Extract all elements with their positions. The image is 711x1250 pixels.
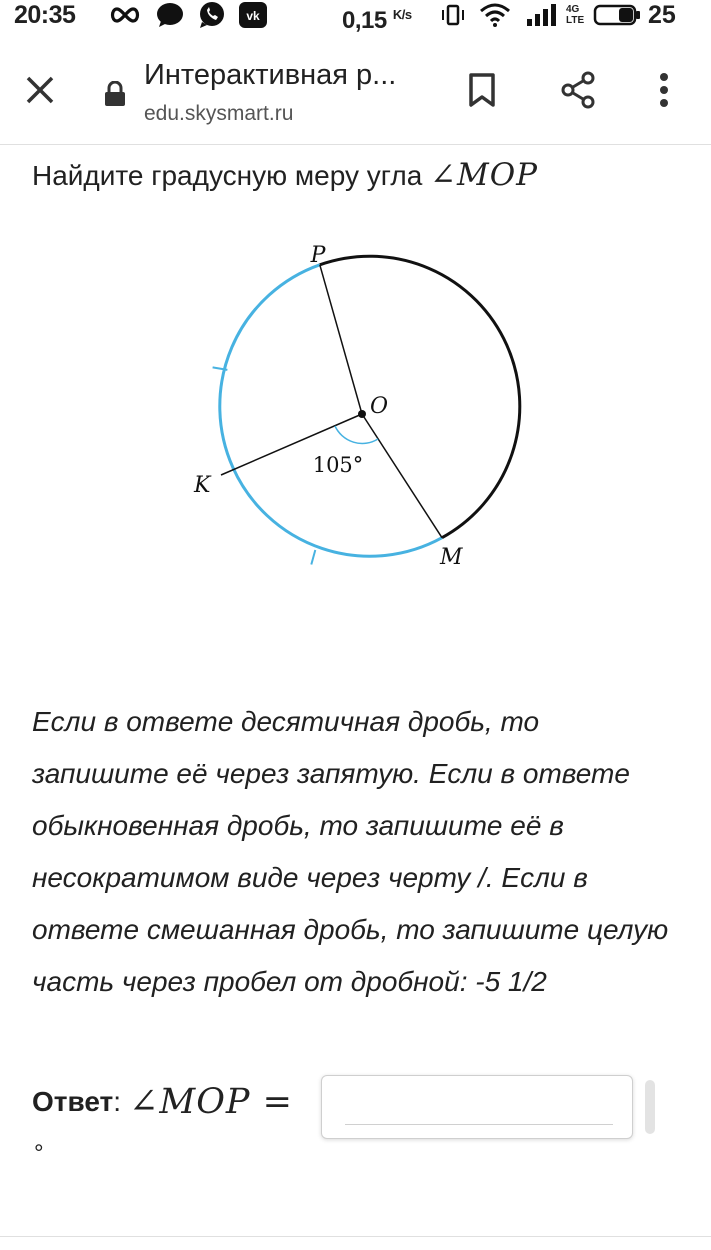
share-button[interactable] <box>552 66 604 118</box>
message-icon <box>154 0 186 30</box>
tick-mark-2 <box>311 550 315 565</box>
close-icon <box>25 75 55 110</box>
divider <box>0 1236 711 1237</box>
wifi-icon <box>478 0 512 30</box>
answer-underline <box>345 1124 613 1125</box>
status-time: 20:35 <box>14 1 76 29</box>
degree-unit: ° <box>34 1140 44 1167</box>
close-button[interactable] <box>14 66 66 118</box>
instructions-text: Если в ответе десятичная дробь, то запишите её через запятую. Если в ответе обыкновенная дробь, то запишите её в несократимом виде через черту /. Если в ответе смешанная дробь, то запишите целую часть через пробел от дробной: -5 1/2 <box>32 706 669 997</box>
battery-icon <box>592 0 642 30</box>
label-p: P <box>310 243 326 268</box>
question-angle: ∠MOP <box>430 157 539 193</box>
label-m: M <box>440 545 463 570</box>
more-button[interactable] <box>642 66 686 118</box>
center-point <box>358 410 366 418</box>
network-type: 4G LTE <box>566 4 585 26</box>
svg-text:vk: vk <box>246 9 260 23</box>
share-icon <box>559 71 597 114</box>
bookmark-icon <box>468 72 496 113</box>
lock-icon <box>100 79 130 109</box>
answer-expression: ∠MOP = <box>129 1082 293 1122</box>
arc-pm <box>320 256 520 537</box>
label-o: O <box>370 394 389 419</box>
answer-colon: : <box>113 1086 122 1117</box>
vk-icon <box>238 0 268 30</box>
page-title[interactable]: Интерактивная р... <box>144 59 397 91</box>
more-vert-icon <box>659 72 669 113</box>
label-k: K <box>194 473 211 498</box>
answer-row <box>32 1072 293 1132</box>
angle-label: 105° <box>312 453 364 477</box>
infinity-icon <box>108 0 142 30</box>
geometry-figure <box>180 230 540 590</box>
page-url[interactable]: edu.skysmart.ru <box>144 102 294 125</box>
battery-level: 25 <box>648 1 676 29</box>
answer-label: Ответ <box>32 1086 114 1117</box>
status-bar <box>0 0 711 34</box>
browser-toolbar <box>0 44 711 145</box>
signal-icon <box>524 0 562 30</box>
bookmark-button[interactable] <box>456 66 508 118</box>
whatsapp-icon <box>196 0 228 30</box>
answer-input[interactable] <box>321 1075 633 1139</box>
network-speed: 0,15 $^{K/s}$ <box>342 7 412 34</box>
radius-om <box>362 414 442 538</box>
vibrate-icon <box>440 0 466 30</box>
radius-op <box>320 265 362 414</box>
question-text: Найдите градусную меру угла ∠MOP <box>32 157 539 193</box>
scrollbar[interactable] <box>645 1080 655 1134</box>
arc-pkm <box>220 265 442 556</box>
